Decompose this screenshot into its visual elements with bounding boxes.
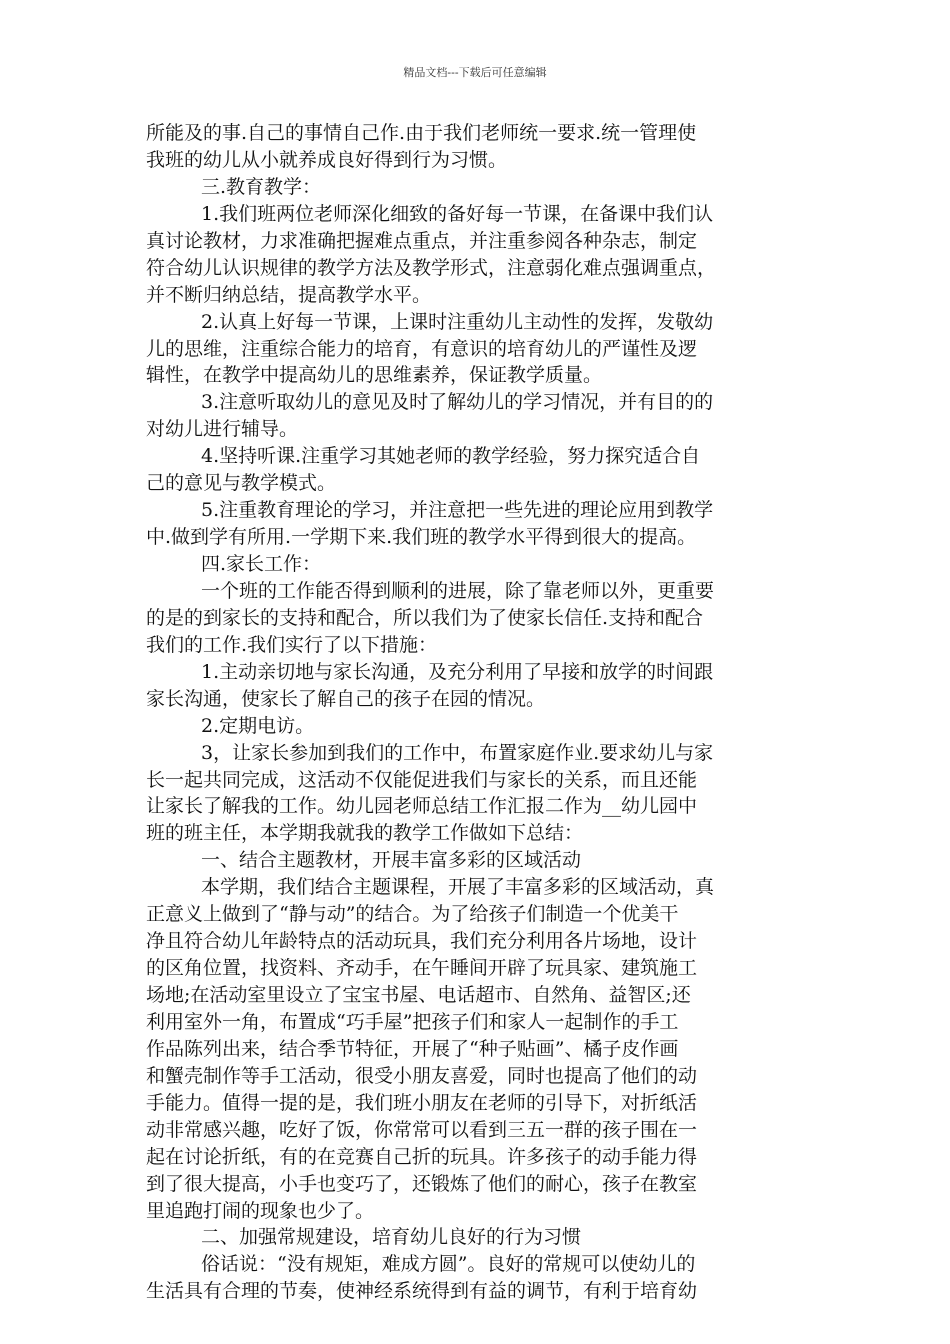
text-line: 家长沟通，使家长了解自己的孩子在园的情况。 bbox=[146, 687, 546, 710]
text-line: 的区角位置，找资料、齐动手，在午睡间开辟了玩具家、建筑施工 bbox=[146, 957, 698, 980]
text-line: 一、结合主题教材，开展丰富多彩的区域活动 bbox=[201, 849, 582, 872]
text-line: 所能及的事.自己的事情自己作.由于我们老师统一要求.统一管理使 bbox=[146, 122, 697, 144]
text-line: 班的班主任，本学期我就我的教学工作做如下总结： bbox=[146, 822, 584, 845]
text-line: 2.认真上好每一节课，上课时注重幼儿主动性的发挥，发敬幼 bbox=[201, 310, 714, 333]
text-line: 长一起共同完成，这活动不仅能促进我们与家长的关系，而且还能 bbox=[146, 768, 698, 791]
text-line: 本学期，我们结合主题课程，开展了丰富多彩的区域活动，真 bbox=[201, 876, 715, 899]
text-line: 一个班的工作能否得到顺利的进展，除了靠老师以外，更重要 bbox=[201, 579, 715, 602]
text-line: 场地;在活动室里设立了宝宝书屋、电话超市、自然角、益智区;还 bbox=[146, 984, 691, 1006]
text-line: 里追跑打闹的现象也少了。 bbox=[146, 1199, 375, 1222]
text-line: 4.坚持听课.注重学习其她老师的教学经验，努力探究适合自 bbox=[201, 445, 701, 468]
text-line: 1.主动亲切地与家长沟通，及充分利用了早接和放学的时间跟 bbox=[201, 660, 714, 683]
text-line: 对幼儿进行辅导。 bbox=[146, 418, 299, 441]
page-header: 精品文档---下载后可任意编辑 bbox=[403, 66, 547, 79]
text-line: 1.我们班两位老师深化细致的备好每一节课，在备课中我们认 bbox=[201, 202, 714, 225]
text-line: 生活具有合理的节奏，使神经系统得到有益的调节，有利于培育幼 bbox=[146, 1280, 698, 1303]
text-line: 的是的到家长的支持和配合，所以我们为了使家长信任.支持和配合 bbox=[146, 606, 704, 629]
text-line: 正意义上做到了“静与动”的结合。为了给孩子们制造一个优美干 bbox=[146, 903, 679, 926]
text-line: 四.家长工作： bbox=[201, 553, 322, 575]
text-line: 让家长了解我的工作。幼儿园老师总结工作汇报二作为__幼儿园中 bbox=[146, 795, 698, 818]
text-line: 三.教育教学： bbox=[201, 175, 322, 198]
text-line: 净且符合幼儿年龄特点的活动玩具，我们充分利用各片场地，设计 bbox=[146, 930, 698, 953]
text-line: 并不断归纳总结，提高教学水平。 bbox=[146, 283, 432, 306]
text-line: 中.做到学有所用.一学期下来.我们班的教学水平得到很大的提高。 bbox=[146, 526, 697, 549]
text-line: 起在讨论折纸，有的在竞赛自己折的玩具。许多孩子的动手能力得 bbox=[146, 1145, 698, 1168]
text-line: 和蟹壳制作等手工活动，很受小朋友喜爱，同时也提高了他们的动 bbox=[146, 1064, 698, 1087]
document-body bbox=[146, 120, 812, 1305]
text-line: 2.定期电访。 bbox=[201, 714, 315, 737]
text-line: 二、加强常规建设，培育幼儿良好的行为习惯 bbox=[201, 1226, 582, 1249]
text-line: 我班的幼儿从小就养成良好得到行为习惯。 bbox=[146, 148, 508, 171]
text-line: 3，让家长参加到我们的工作中，布置家庭作业.要求幼儿与家 bbox=[201, 741, 714, 764]
text-line: 手能力。值得一提的是，我们班小朋友在老师的引导下，对折纸活 bbox=[146, 1091, 698, 1114]
text-line: 到了很大提高，小手也变巧了，还锻炼了他们的耐心，孩子在教室 bbox=[146, 1172, 698, 1195]
text-line: 动非常感兴趣，吃好了饭，你常常可以看到三五一群的孩子围在一 bbox=[146, 1118, 698, 1141]
text-line: 利用室外一角，布置成“巧手屋”把孩子们和家人一起制作的手工 bbox=[146, 1010, 679, 1033]
text-line: 真讨论教材，力求准确把握难点重点，并注重参阅各种杂志，制定 bbox=[146, 229, 698, 252]
text-line: 儿的思维，注重综合能力的培育，有意识的培育幼儿的严谨性及逻 bbox=[146, 337, 698, 360]
text-line: 己的意见与教学模式。 bbox=[146, 472, 337, 495]
text-line: 俗话说：“没有规矩，难成方圆”。良好的常规可以使幼儿的 bbox=[201, 1253, 696, 1276]
text-line: 3.注意听取幼儿的意见及时了解幼儿的学习情况，并有目的的 bbox=[201, 391, 714, 414]
text-line: 我们的工作.我们实行了以下措施： bbox=[146, 633, 438, 656]
text-line: 5.注重教育理论的学习，并注意把一些先进的理论应用到教学 bbox=[201, 499, 714, 522]
text-line: 作品陈列出来，结合季节特征，开展了“种子贴画”、橘子皮作画 bbox=[146, 1037, 679, 1060]
text-line: 符合幼儿认识规律的教学方法及教学形式，注意弱化难点强调重点， bbox=[146, 256, 717, 279]
text-line: 辑性，在教学中提高幼儿的思维素养，保证教学质量。 bbox=[146, 364, 603, 387]
